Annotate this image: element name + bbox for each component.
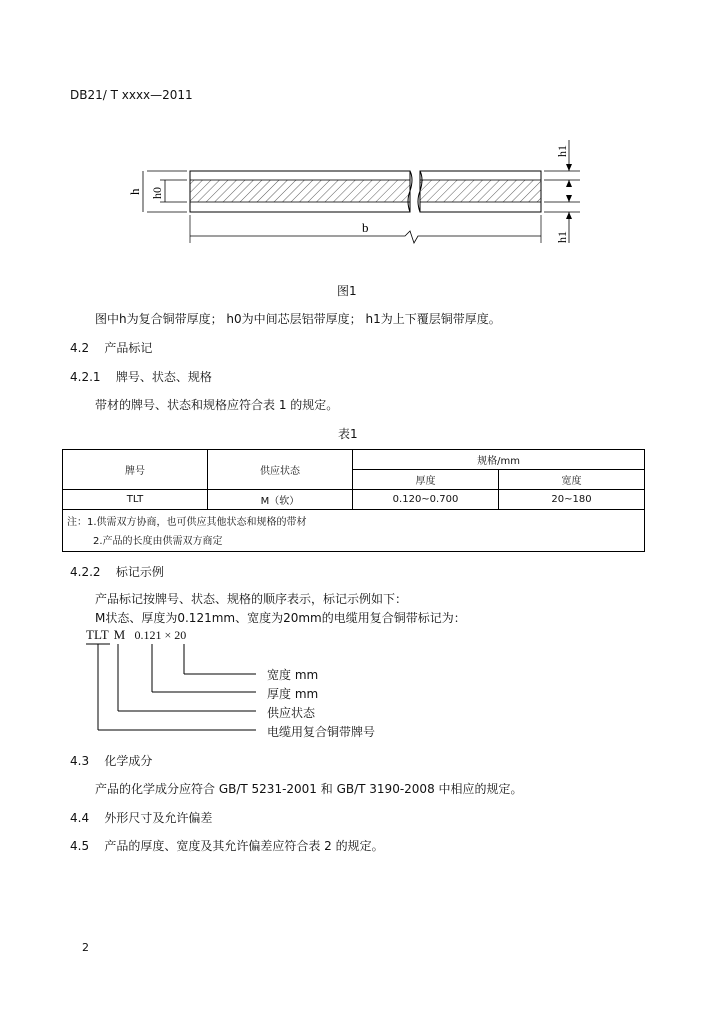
- marking-code-spec: 0.121 × 20: [134, 628, 187, 642]
- header-grade: 牌号: [63, 450, 208, 490]
- cell-thickness: 0.120~0.700: [353, 490, 499, 510]
- label-h1-top: h1: [555, 145, 569, 157]
- page-number: 2: [82, 941, 89, 954]
- strip-left: [190, 171, 410, 212]
- marking-label-state: 供应状态: [267, 706, 316, 720]
- section-4-2-2-line-2: M状态、厚度为0.121mm、宽度为20mm的电缆用复合铜带标记为：: [95, 611, 466, 625]
- strip-right: [420, 171, 541, 212]
- figure-1-caption: 图1: [337, 284, 357, 298]
- table-notes: [63, 510, 645, 552]
- section-4-2-heading: [70, 339, 152, 356]
- section-number: 4.2: [70, 341, 90, 355]
- section-4-4-heading: [70, 809, 212, 826]
- header-thickness: 厚度: [353, 470, 499, 490]
- section-title: 产品的厚度、宽度及其允许偏差应符合表 2 的规定。: [104, 839, 384, 853]
- header-spec: 规格/mm: [353, 450, 645, 470]
- header-state: 供应状态: [208, 450, 353, 490]
- marking-label-grade: 电缆用复合铜带牌号: [267, 725, 376, 739]
- table-1-caption: 表1: [338, 427, 358, 441]
- section-number: 4.2.2: [70, 565, 101, 579]
- cell-state: M（软）: [208, 490, 353, 510]
- section-title: 标记示例: [115, 565, 164, 579]
- marking-label-thickness: 厚度 mm: [267, 687, 319, 701]
- marking-code-state: M: [113, 627, 126, 642]
- marking-code-grade: TLT: [86, 627, 109, 642]
- section-title: 外形尺寸及允许偏差: [104, 811, 213, 825]
- section-4-2-2-line-1: 产品标记按牌号、状态、规格的顺序表示，标记示例如下：: [95, 592, 408, 606]
- table-note-1: 注：1.供需双方协商，也可供应其他状态和规格的带材: [67, 517, 307, 528]
- table-note-2: 2.产品的长度由供需双方商定: [93, 536, 223, 547]
- label-h: h: [127, 188, 142, 195]
- section-4-3-text: 产品的化学成分应符合 GB/T 5231-2001 和 GB/T 3190-2008 中相应的规定。: [95, 782, 523, 796]
- marking-leader-lines: [80, 640, 280, 740]
- table-1: [62, 449, 645, 552]
- section-number: 4.2.1: [70, 370, 101, 384]
- figure-1-drawing: [120, 135, 600, 250]
- section-4-2-1-text: 带材的牌号、状态和规格应符合表 1 的规定。: [95, 398, 339, 412]
- label-h0: h0: [150, 187, 164, 199]
- table-row: [63, 490, 645, 510]
- section-4-3-heading: [70, 752, 152, 769]
- marking-label-width: 宽度 mm: [267, 668, 319, 682]
- section-4-2-1-heading: [70, 368, 212, 385]
- section-title: 产品标记: [104, 341, 153, 355]
- document-code: DB21/ T xxxx—2011: [70, 88, 193, 102]
- section-4-2-2-heading: [70, 563, 164, 580]
- section-title: 化学成分: [104, 754, 153, 768]
- header-width: 宽度: [499, 470, 645, 490]
- section-number: 4.5: [70, 839, 90, 853]
- section-4-5-heading: [70, 837, 384, 854]
- label-b: b: [362, 220, 369, 235]
- section-number: 4.4: [70, 811, 90, 825]
- cell-grade: TLT: [63, 490, 208, 510]
- section-number: 4.3: [70, 754, 90, 768]
- label-h1-bottom: h1: [555, 231, 569, 243]
- figure-1-description: 图中h为复合铜带厚度； h0为中间芯层铝带厚度； h1为上下覆层铜带厚度。: [95, 312, 501, 326]
- section-title: 牌号、状态、规格: [115, 370, 212, 384]
- cell-width: 20~180: [499, 490, 645, 510]
